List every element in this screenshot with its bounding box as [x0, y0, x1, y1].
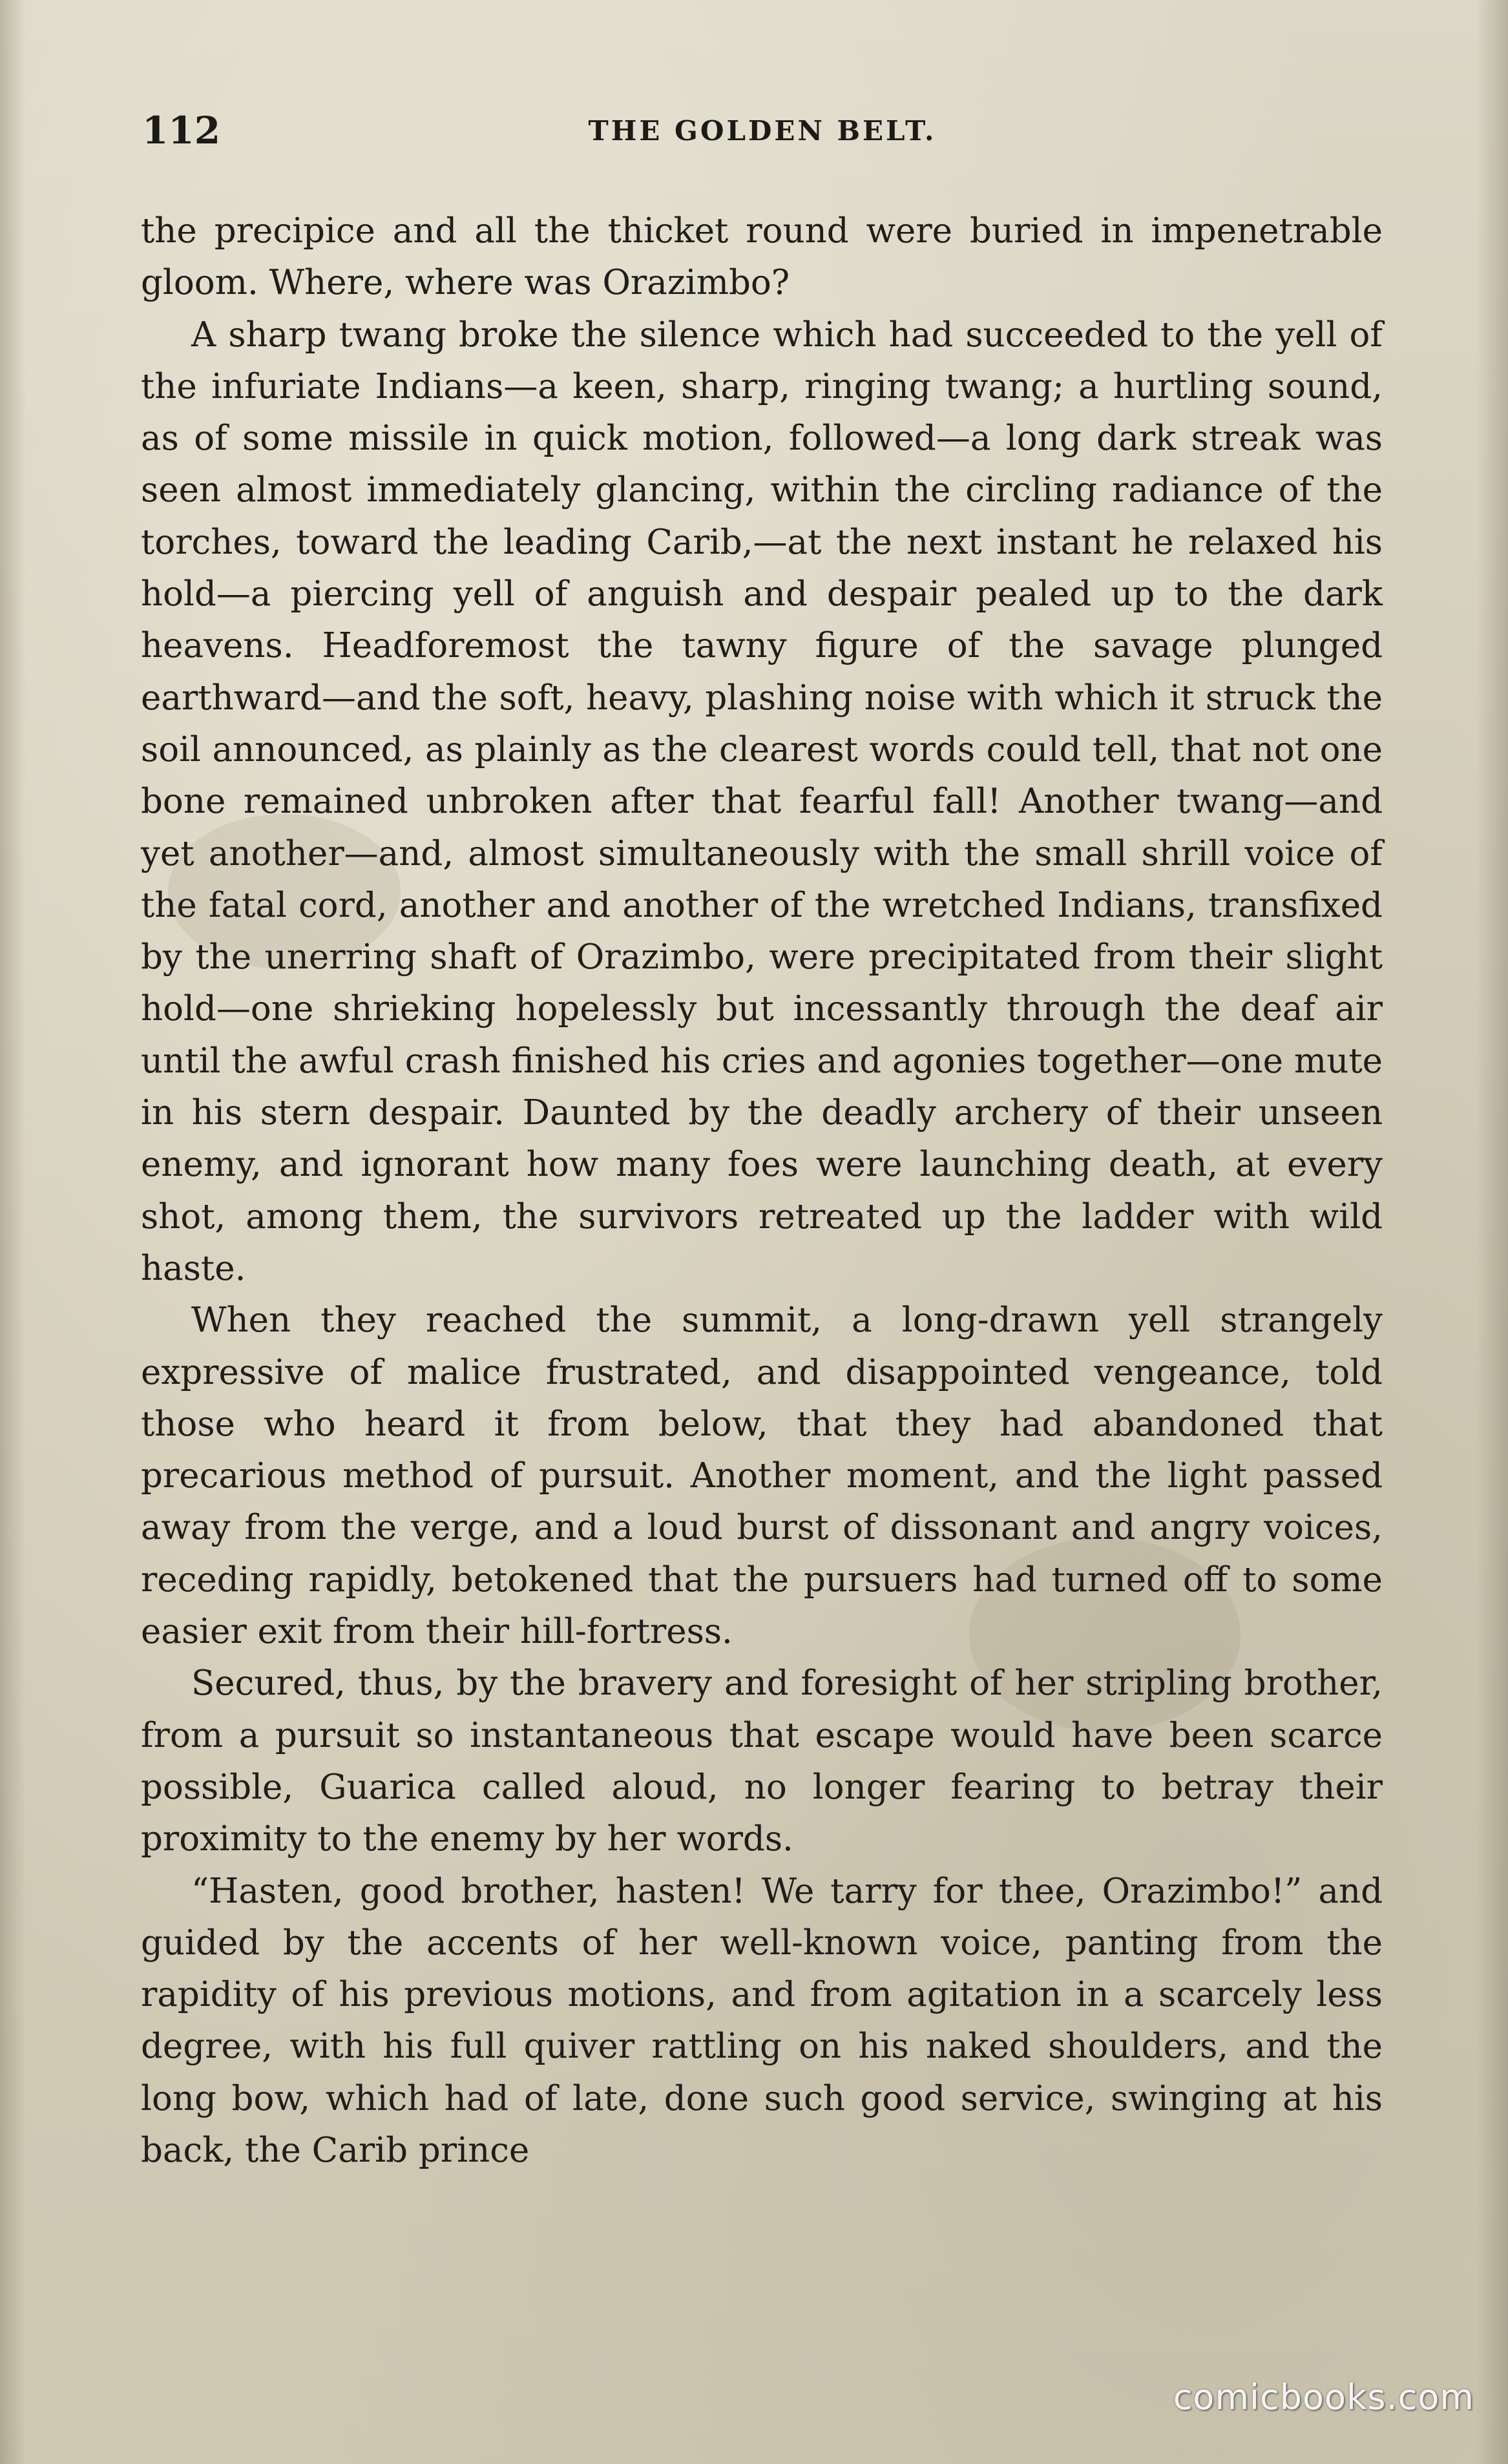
page-header	[142, 109, 1383, 167]
body-text	[141, 205, 1383, 2177]
page-edge-shadow-left	[0, 0, 26, 2464]
paragraph: A sharp twang broke the silence which had succeeded to the yell of the infuriate Indians—a keen, sharp, ringing twang; a hurtling sound, as of some missile in quick motion, followed—a long dark streak was seen almost immediately glancing, within the circling radiance of the torches, toward the leading Carib,—at the next instant he relaxed his hold—a piercing yell of anguish and despair pealed up to the dark heavens. Headforemost the tawny figure of the savage plunged earthward—and the soft, heavy, plashing noise with which it struck the soil announced, as plainly as the clearest words could tell, that not one bone remained unbroken after that fearful fall! Another twang—and yet another—and, almost simultaneously with the small shrill voice of the fatal cord, another and another of the wretched Indians, transfixed by the unerring shaft of Orazimbo, were precipitated from their slight hold—one shrieking hopelessly but incessantly through the deaf air until the awful crash finished his cries and agonies together—one mute in his stern despair. Daunted by the deadly archery of their unseen enemy, and ignorant how many foes were launching death, at every shot, among them, the survivors retreated up the ladder with wild haste.	[141, 315, 1383, 1288]
paragraph: the precipice and all the thicket round were buried in impenetrable gloom. Where, where was Orazimbo?	[141, 211, 1383, 303]
running-head: THE GOLDEN BELT.	[588, 115, 937, 147]
paragraph: Secured, thus, by the bravery and foresight of her stripling brother, from a pursuit so instantaneous that escape would have been scarce possible, Guarica called aloud, no longer fearing to betray their proximity to the enemy by her words.	[141, 1664, 1383, 1859]
page-number: 112	[142, 109, 221, 152]
paragraph: When they reached the summit, a long-drawn yell strangely expressive of malice frustrated, and disappointed vengeance, told those who heard it from below, that they had abandoned that precarious method of pursuit. Another moment, and the light passed away from the verge, and a loud burst of dissonant and angry voices, receding rapidly, betokened that the pursuers had turned off to some easier exit from their hill-fortress.	[141, 1300, 1383, 1652]
paragraph: “Hasten, good brother, hasten! We tarry for thee, Orazimbo!” and guided by the accents of her well-known voice, panting from the rapidity of his previous motions, and from agitation in a scarcely less degree, with his full quiver rattling on his naked shoulders, and the long bow, which had of late, done such good service, swinging at his back, the Carib prince	[141, 1871, 1383, 2170]
watermark: comicbooks.com	[1173, 2377, 1474, 2417]
page-edge-shadow-right	[1476, 0, 1508, 2464]
